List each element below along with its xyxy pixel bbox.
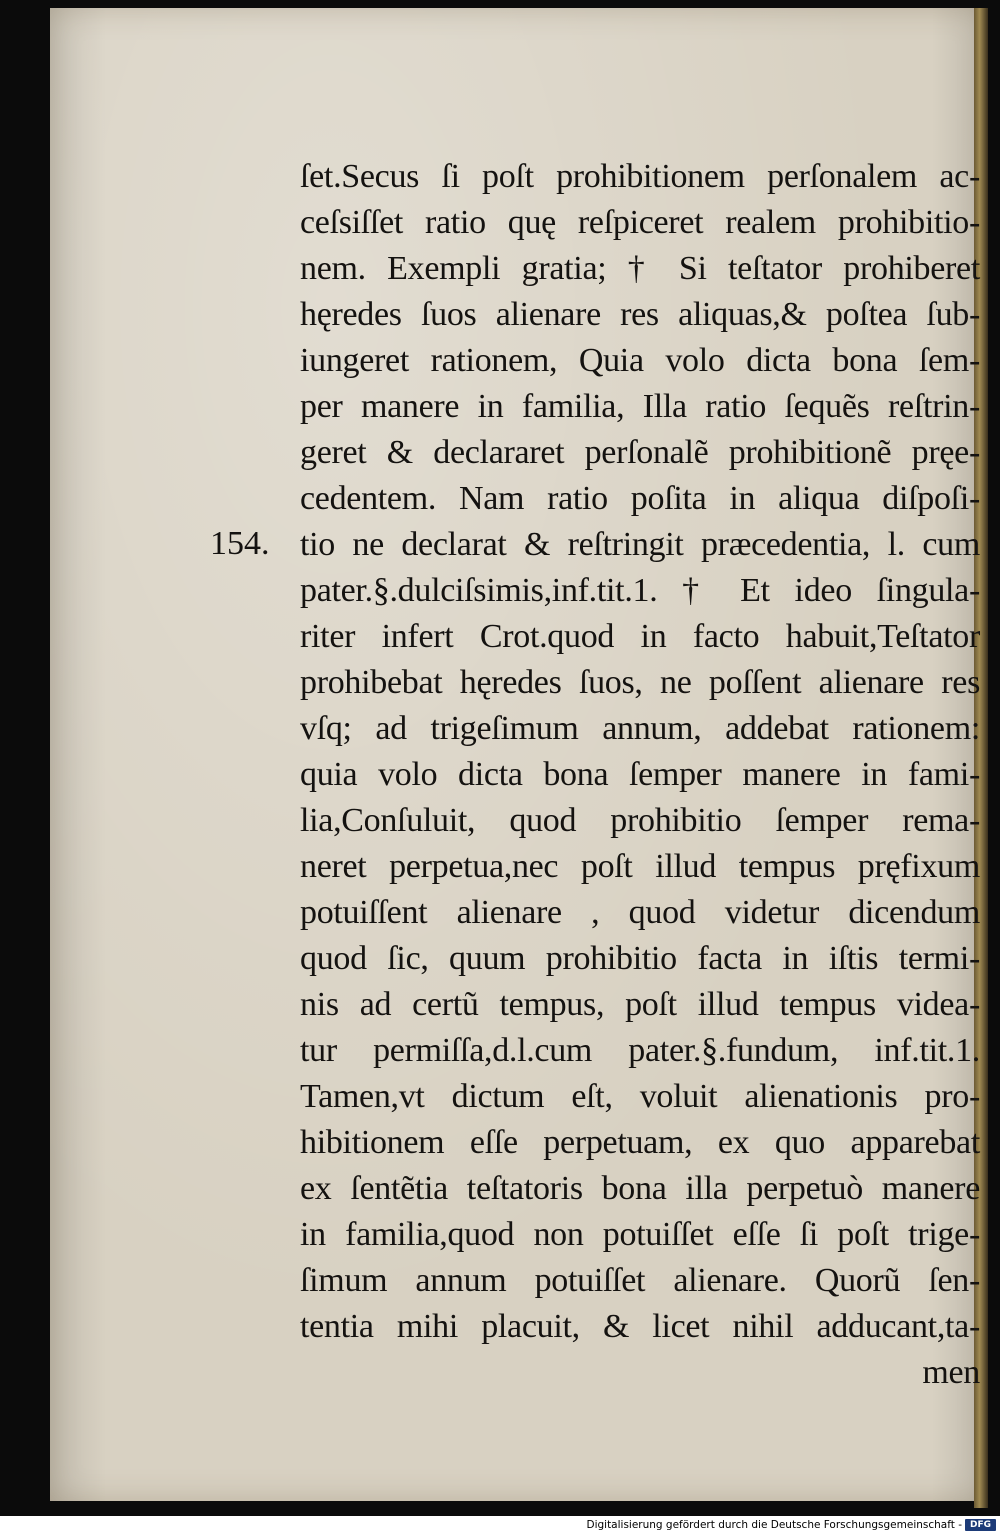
text-line: ceſsiſſet ratio quę reſpiceret realem prohibitio- xyxy=(300,204,980,241)
text-line: in familia,quod non potuiſſet eſſe ſi poſt trige- xyxy=(300,1216,980,1253)
text-line: quia volo dicta bona ſemper manere in fami- xyxy=(300,756,980,793)
text-line: neret perpetua,nec poſt illud tempus pręfixum xyxy=(300,848,980,885)
text-line: ex ſentẽtia teſtatoris bona illa perpetuò manere xyxy=(300,1170,980,1207)
text-line: cedentem. Nam ratio poſita in aliqua diſpoſi- xyxy=(300,480,980,517)
main-text xyxy=(300,154,980,1396)
text-line: hęredes ſuos alienare res aliquas,& poſtea ſub- xyxy=(300,296,980,333)
text-line: vſq; ad trigeſimum annum, addebat rationem: xyxy=(300,710,980,747)
digitization-credit: Digitalisierung gefördert durch die Deutsche Forschungsgemeinschaft - xyxy=(586,1519,962,1531)
text-line: tio ne declarat & reſtringit præcedentia, l. cum xyxy=(300,526,980,563)
text-line: nem. Exempli gratia; † Si teſtator prohiberet xyxy=(300,250,980,287)
text-line: ſet.Secus ſi poſt prohibitionem perſonalem ac- xyxy=(300,158,980,195)
dfg-logo: DFG xyxy=(965,1519,996,1531)
text-line: tur permiſſa,d.l.cum pater.§.fundum, inf.tit.1. xyxy=(300,1032,980,1069)
margin-number: 154. xyxy=(210,525,270,562)
text-line: prohibebat hęredes ſuos, ne poſſent alienare res xyxy=(300,664,980,701)
text-line: iungeret rationem, Quia volo dicta bona ſem- xyxy=(300,342,980,379)
text-line: geret & declararet perſonalẽ prohibitionẽ pręe- xyxy=(300,434,980,471)
text-line: tentia mihi placuit, & licet nihil adducant,ta- xyxy=(300,1308,980,1345)
text-line: nis ad certũ tempus, poſt illud tempus videa- xyxy=(300,986,980,1023)
text-line: pater.§.dulciſsimis,inf.tit.1. † Et ideo ſingula- xyxy=(300,572,980,609)
catchword: men xyxy=(922,1354,980,1391)
text-line: riter infert Crot.quod in facto habuit,Teſtator xyxy=(300,618,980,655)
text-line: lia,Conſuluit, quod prohibitio ſemper rema- xyxy=(300,802,980,839)
text-line: hibitionem eſſe perpetuam, ex quo apparebat xyxy=(300,1124,980,1161)
text-line: Tamen,vt dictum eſt, voluit alienationis pro- xyxy=(300,1078,980,1115)
text-line: quod ſic, quum prohibitio facta in iſtis termi- xyxy=(300,940,980,977)
text-line: ſimum annum potuiſſet alienare. Quorũ ſen- xyxy=(300,1262,980,1299)
text-line: per manere in familia, Illa ratio ſequẽs reſtrin- xyxy=(300,388,980,425)
text-line: potuiſſent alienare , quod videtur dicendum xyxy=(300,894,980,931)
